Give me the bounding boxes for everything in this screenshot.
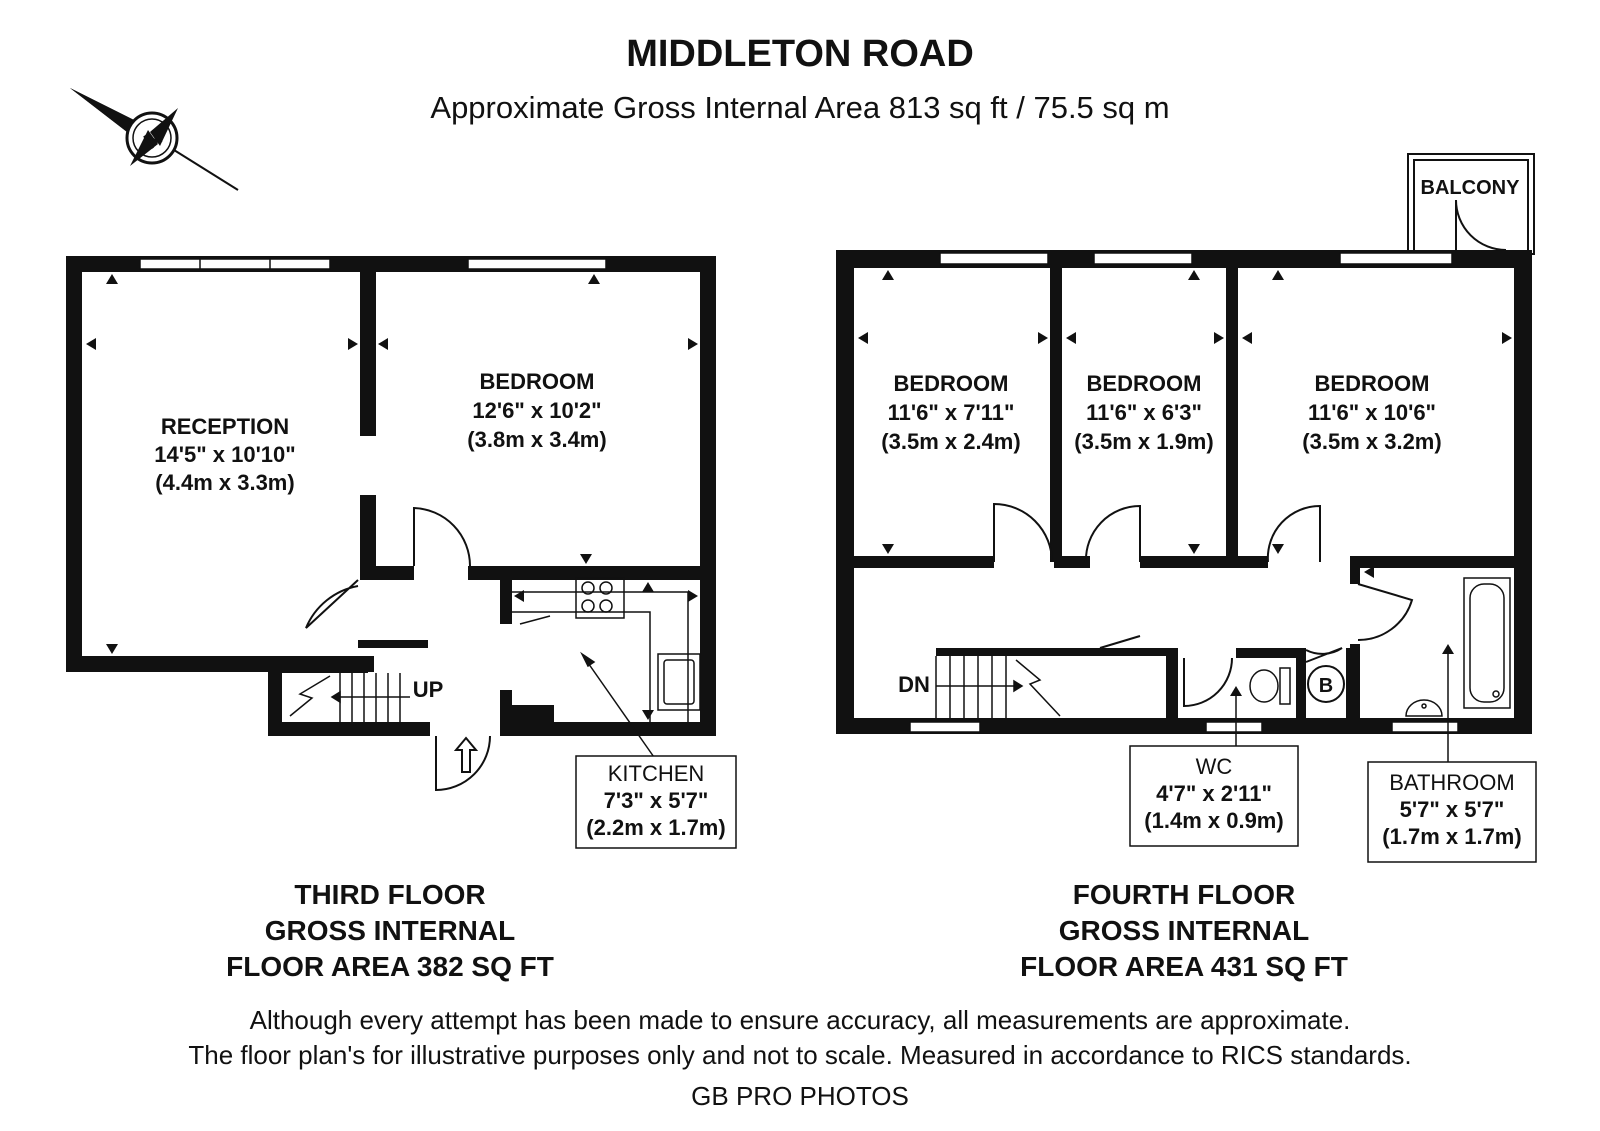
room-dimensions-imperial: 4'7" x 2'11" <box>1156 781 1272 806</box>
boiler-icon <box>1308 666 1344 702</box>
room-dimensions-imperial: 7'3" x 5'7" <box>603 788 709 813</box>
fourth-floor-dimension-ticks <box>858 270 1512 696</box>
floor-caption-line: THIRD FLOOR <box>294 879 486 910</box>
floor-caption-line: FOURTH FLOOR <box>1072 879 1296 910</box>
third-floor-plan <box>66 256 736 982</box>
room-dimensions-imperial: 11'6" x 10'6" <box>1308 400 1436 425</box>
room-dimensions-metric: (1.7m x 1.7m) <box>1382 824 1522 849</box>
floor-caption-line: FLOOR AREA 431 SQ FT <box>1020 951 1348 982</box>
room-name: KITCHEN <box>607 761 705 786</box>
room-name: BEDROOM <box>1314 371 1430 396</box>
entrance-arrow-icon <box>456 738 476 772</box>
stair-up-label: UP <box>412 677 444 702</box>
disclaimer-line-2: The floor plan's for illustrative purposes only and not to scale. Measured in accordance to RICS standards. <box>188 1040 1412 1070</box>
third-floor-walls <box>66 256 716 736</box>
room-dimensions-metric: (3.5m x 3.2m) <box>1302 429 1442 454</box>
room-name: BEDROOM <box>1086 371 1202 396</box>
kitchen-fittings <box>512 578 700 722</box>
toilet-icon <box>1250 668 1290 704</box>
room-dimensions-metric: (3.8m x 3.4m) <box>467 427 607 452</box>
stair-down-label: DN <box>898 672 930 697</box>
fourth-floor-stairs <box>936 656 1060 718</box>
room-dimensions-metric: (3.5m x 1.9m) <box>1074 429 1214 454</box>
room-name: BATHROOM <box>1389 770 1515 795</box>
room-dimensions-imperial: 12'6" x 10'2" <box>472 398 602 423</box>
kitchen-pointer-arrow <box>582 654 656 760</box>
room-dimensions-imperial: 11'6" x 7'11" <box>887 400 1015 425</box>
floor-caption-line: GROSS INTERNAL <box>264 915 516 946</box>
third-floor-dimension-ticks <box>86 274 698 720</box>
room-dimensions-metric: (2.2m x 1.7m) <box>586 815 726 840</box>
svg-text:B: B <box>1318 675 1334 697</box>
room-dimensions-metric: (4.4m x 3.3m) <box>155 470 295 495</box>
room-name: WC <box>1195 754 1233 779</box>
floor-caption-line: GROSS INTERNAL <box>1058 915 1310 946</box>
page-title: MIDDLETON ROAD <box>626 33 974 75</box>
floor-caption-line: FLOOR AREA 382 SQ FT <box>226 951 554 982</box>
balcony <box>1408 154 1534 254</box>
room-dimensions-metric: (3.5m x 2.4m) <box>881 429 1021 454</box>
room-dimensions-imperial: 14'5" x 10'10" <box>154 442 296 467</box>
photographer-credit: GB PRO PHOTOS <box>691 1081 909 1111</box>
room-dimensions-metric: (1.4m x 0.9m) <box>1144 808 1284 833</box>
room-name: BEDROOM <box>893 371 1009 396</box>
bathtub-icon <box>1464 578 1510 708</box>
balcony-label: BALCONY <box>1420 177 1520 199</box>
room-name: BEDROOM <box>479 369 595 394</box>
north-arrow-icon <box>70 88 238 190</box>
fourth-floor-plan <box>836 154 1536 982</box>
disclaimer-line-1: Although every attempt has been made to ensure accuracy, all measurements are approximate. <box>249 1005 1351 1035</box>
room-dimensions-imperial: 11'6" x 6'3" <box>1086 400 1202 425</box>
room-dimensions-imperial: 5'7" x 5'7" <box>1399 797 1505 822</box>
third-floor-stairs <box>290 673 410 722</box>
room-name: RECEPTION <box>160 414 290 439</box>
sink-icon <box>1406 700 1442 716</box>
page-subtitle: Approximate Gross Internal Area 813 sq ft / 75.5 sq m <box>430 90 1170 125</box>
compass-letter: N <box>139 124 167 155</box>
